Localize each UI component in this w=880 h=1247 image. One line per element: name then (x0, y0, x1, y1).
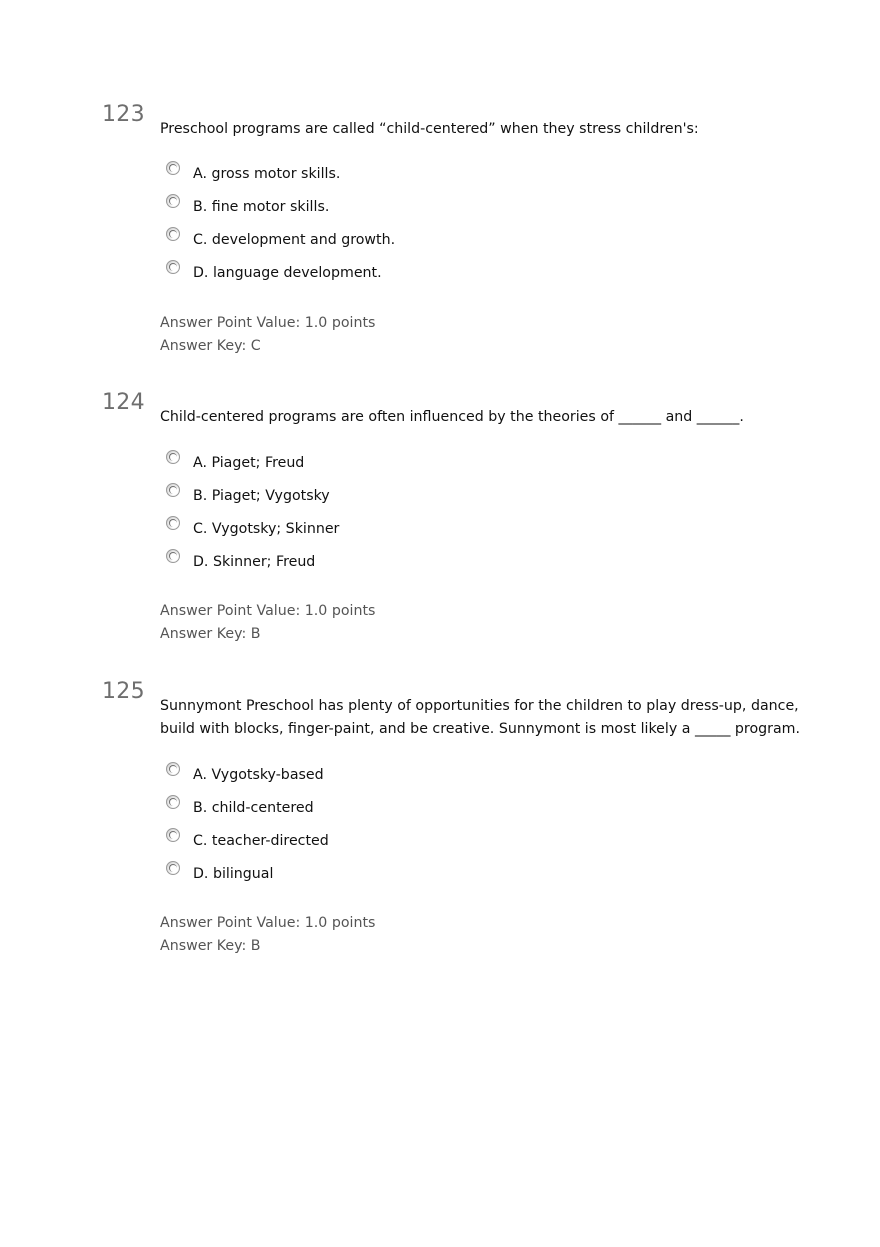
radio-button-icon[interactable] (166, 861, 180, 875)
choice-label[interactable]: A. Vygotsky-based (193, 767, 324, 783)
answer-key: Answer Key: B (160, 626, 261, 642)
choice-label[interactable]: A. gross motor skills. (193, 166, 341, 182)
question-number: 123 (102, 102, 145, 127)
answer-key: Answer Key: C (160, 338, 261, 354)
choice-label[interactable]: C. development and growth. (193, 232, 396, 248)
answer-meta (160, 912, 375, 958)
answer-point-value: Answer Point Value: 1.0 points (160, 603, 376, 619)
choice-label[interactable]: B. child-centered (193, 800, 314, 816)
answer-point-value: Answer Point Value: 1.0 points (160, 315, 376, 331)
radio-button-icon[interactable] (166, 450, 180, 464)
radio-button-icon[interactable] (166, 260, 180, 274)
answer-meta (160, 600, 375, 646)
choice-label[interactable]: C. Vygotsky; Skinner (193, 521, 340, 537)
answer-key: Answer Key: B (160, 938, 261, 954)
radio-button-icon[interactable] (166, 549, 180, 563)
question-text: Preschool programs are called “child-centered” when they stress children's: (160, 121, 699, 137)
radio-button-icon[interactable] (166, 516, 180, 530)
choice-label[interactable]: C. teacher-directed (193, 833, 329, 849)
question-number: 125 (102, 679, 145, 704)
answer-point-value: Answer Point Value: 1.0 points (160, 915, 376, 931)
choice-label[interactable]: D. language development. (193, 265, 382, 281)
radio-button-icon[interactable] (166, 795, 180, 809)
radio-button-icon[interactable] (166, 483, 180, 497)
choice-label[interactable]: B. Piaget; Vygotsky (193, 488, 330, 504)
radio-button-icon[interactable] (166, 828, 180, 842)
radio-button-icon[interactable] (166, 161, 180, 175)
choice-label[interactable]: B. fine motor skills. (193, 199, 330, 215)
choice-label[interactable]: A. Piaget; Freud (193, 455, 305, 471)
answer-meta (160, 312, 375, 358)
radio-button-icon[interactable] (166, 194, 180, 208)
question-text: Sunnymont Preschool has plenty of opportunities for the children to play dress-up, dance, build with blocks, finger-paint, and be creative. Sunnymont is most likely a _____ program. (160, 698, 800, 737)
radio-button-icon[interactable] (166, 227, 180, 241)
radio-button-icon[interactable] (166, 762, 180, 776)
choice-label[interactable]: D. bilingual (193, 866, 274, 882)
question-text: Child-centered programs are often influenced by the theories of ______ and ______. (160, 409, 744, 425)
choice-label[interactable]: D. Skinner; Freud (193, 554, 316, 570)
question-number: 124 (102, 390, 145, 415)
